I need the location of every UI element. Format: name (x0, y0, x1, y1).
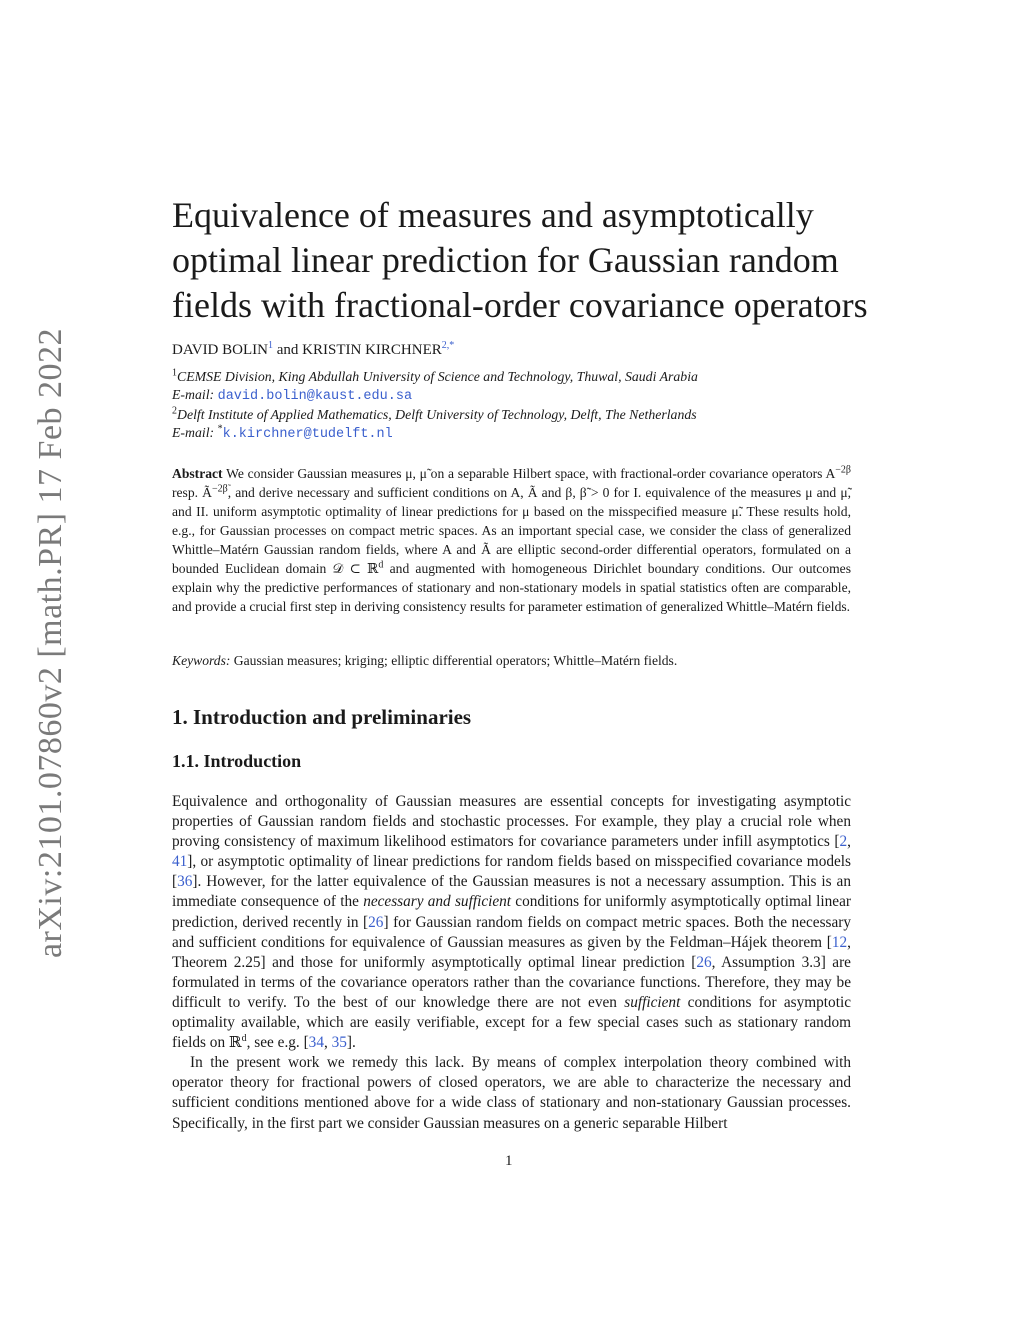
citation-link[interactable]: 34 (308, 1034, 324, 1052)
math-exponent: −2β̃ (211, 483, 228, 495)
title-line: optimal linear prediction for Gaussian random (172, 240, 839, 280)
keywords-label: Keywords: (172, 653, 231, 668)
abstract-text: resp. Ã (172, 485, 212, 500)
email-link[interactable]: k.kirchner@tudelft.nl (222, 427, 393, 442)
abstract-label: Abstract (172, 466, 223, 481)
citation-link[interactable]: 12 (831, 933, 848, 951)
paragraph: In the present work we remedy this lack. By means of complex interpolation theory combined with operator theory for fractional powers of closed operators, we are able to characterize the necessary and sufficient conditions mentioned above for a wide class of stationary and non-stationary Gaussian processes. Specifically, in the first part we consider Gaussian measures on a generic separable Hilbert (172, 1054, 851, 1132)
affiliation-ref[interactable]: 1 (267, 340, 273, 351)
citation-link[interactable]: 26 (368, 913, 384, 931)
author-separator: and (272, 342, 303, 358)
page-number: 1 (505, 1153, 513, 1169)
citation-link[interactable]: 2 (839, 833, 848, 851)
emphasis: sufficient (624, 993, 681, 1011)
keywords (172, 651, 851, 670)
affiliation-text: Delft Institute of Applied Mathematics, Delft University of Technology, Delft, The Netherlands (177, 407, 697, 422)
email-label: E-mail: (172, 387, 218, 402)
author-name: DAVID BOLIN (172, 342, 268, 358)
abstract-text: , and derive necessary and sufficient conditions on A, Ã and β, β̃ > 0 for I. equivalence of the measures μ and μ̃, and II. uniform asymptotic optimality of linear predictions for μ based on the misspecified measure μ̃. These results hold, e.g., for Gaussian processes on compact metric spaces. As an important special case, we consider the class of generalized Whittle–Matérn Gaussian random fields, where A and Ã are elliptic second-order differential operators, formulated on a bounded Euclidean domain 𝒟 ⊂ ℝ (172, 485, 852, 576)
abstract (172, 464, 851, 616)
email-link[interactable]: david.bolin@kaust.edu.sa (217, 389, 413, 404)
citation-link[interactable]: 35 (331, 1034, 347, 1052)
keywords-text: Gaussian measures; kriging; elliptic differential operators; Whittle–Matérn fields. (230, 653, 678, 668)
email-label: E-mail: (172, 425, 218, 440)
affiliation-number: 1 (172, 367, 177, 379)
math-exponent: d (241, 1033, 247, 1045)
section-heading: 1. Introduction and preliminaries (172, 705, 472, 729)
subsection-heading: 1.1. Introduction (172, 751, 302, 771)
affiliations (172, 368, 698, 444)
affiliation-number: 2 (172, 405, 177, 417)
corresponding-mark: * (217, 423, 223, 435)
paper-title (172, 193, 868, 328)
affiliation-text: CEMSE Division, King Abdullah University of Science and Technology, Thuwal, Saudi Arabia (177, 369, 698, 384)
paragraph: Equivalence and orthogonality of Gaussian measures are essential concepts for investigating asymptotic properties of Gaussian random fields and stochastic processes. For example, they play a crucial role when proving consistency of maximum likelihood estimators for covariance parameters under infill asymptotics [2, 41], or asymptotic optimality of linear predictions for random fields based on misspecified covariance models [36]. However, for the latter equivalence of the Gaussian measures is not a necessary assumption. This is an immediate consequence of the necessary and sufficient conditions for uniformly asymptotically optimal linear prediction, derived recently in [26] for Gaussian random fields on compact metric spaces. Both the necessary and sufficient conditions for equivalence of Gaussian measures as given by the Feldman–Hájek theorem [12, Theorem 2.25] and those for uniformly asymptotically optimal linear prediction [26, Assumption 3.3] are formulated in terms of the covariance operators rather than the covariance functions. Therefore, they may be difficult to verify. To the best of our knowledge there are not even sufficient conditions for asymptotic optimality available, which are easily verifiable, except for a few special cases such as stationary random fields on ℝ$^d$, see e.g. [34, 35]. (172, 793, 852, 1052)
emphasis: necessary and sufficient (363, 893, 512, 911)
author-list (172, 342, 454, 359)
title-line: fields with fractional-order covariance operators (172, 285, 868, 325)
abstract-text: We consider Gaussian measures μ, μ̃ on a separable Hilbert space, with fractional-order covariance operators A (222, 466, 836, 481)
citation-link[interactable]: 41 (172, 853, 188, 871)
body-text (172, 792, 851, 1134)
citation-link[interactable]: 26 (696, 953, 712, 971)
author-name: KRISTIN KIRCHNER (302, 342, 442, 358)
title-line: Equivalence of measures and asymptotically (172, 195, 814, 235)
affiliation-ref[interactable]: 2,* (441, 340, 455, 351)
arxiv-stamp (0, 0, 80, 1325)
abstract-text: and augmented with homogeneous Dirichlet boundary conditions. Our outcomes explain why the predictive performances of stationary and non-stationary models in spatial statistics often are comparable, and provide a crucial first step in deriving consistency results for parameter estimation of generalized Whittle–Matérn fields. (172, 561, 851, 614)
citation-link[interactable]: 36 (177, 873, 193, 891)
math-exponent: −2β (835, 464, 851, 476)
arxiv-identifier: arXiv:2101.07860v2 [math.PR] 17 Feb 2022 (32, 327, 69, 959)
math-exponent: d (378, 559, 384, 571)
